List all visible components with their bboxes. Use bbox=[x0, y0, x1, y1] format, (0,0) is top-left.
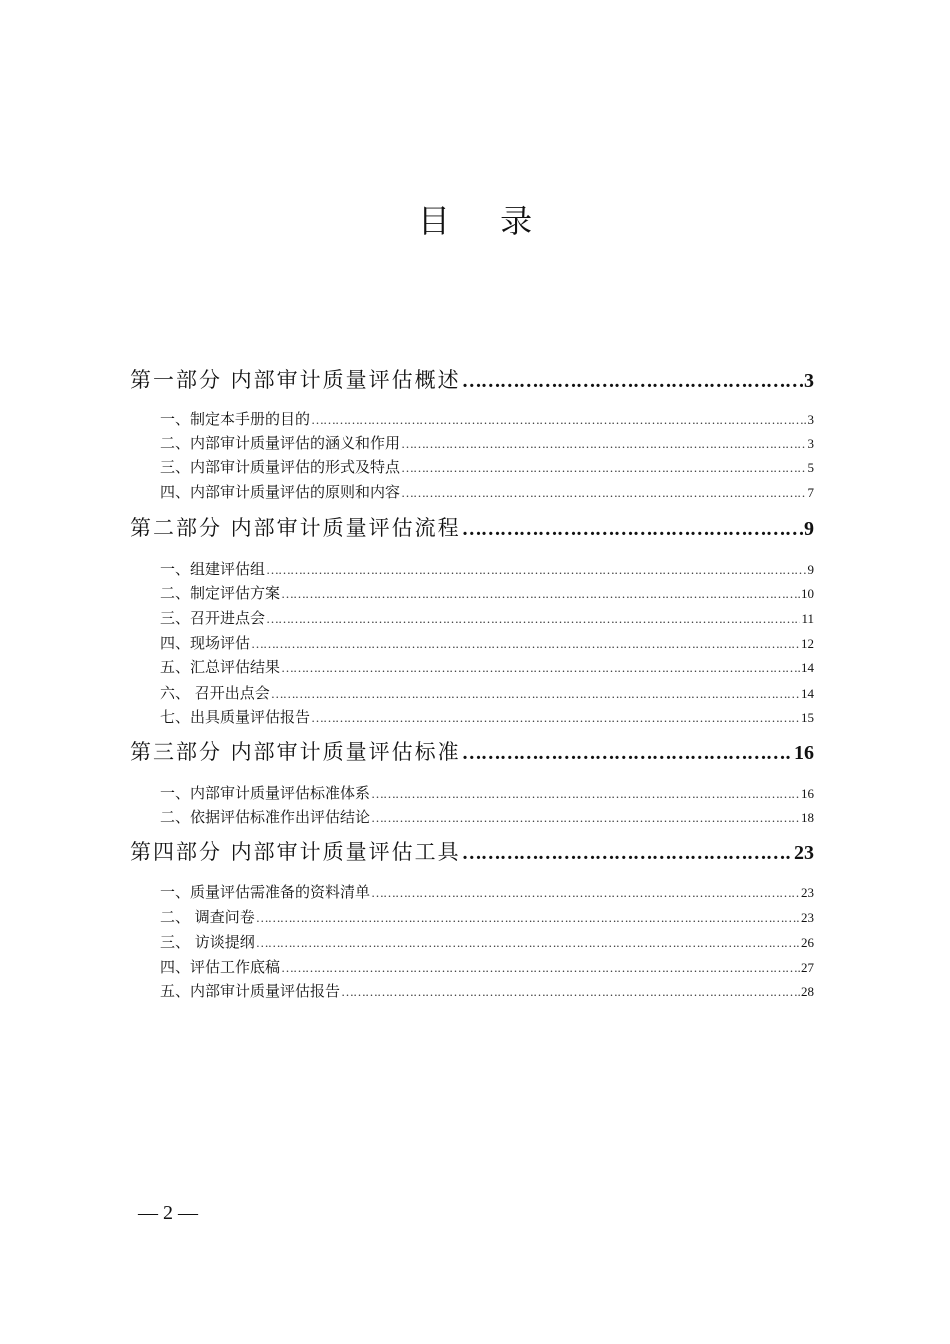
toc-item[interactable] bbox=[160, 682, 814, 703]
toc-item[interactable] bbox=[160, 558, 814, 579]
toc-leader-dots bbox=[266, 562, 806, 578]
toc-entry-label: 一、内部审计质量评估标准体系 bbox=[160, 784, 371, 802]
toc-entry-label: 一、组建评估组 bbox=[160, 560, 266, 578]
toc-part-2[interactable] bbox=[130, 512, 814, 542]
toc-leader-dots bbox=[256, 910, 800, 926]
toc-item[interactable] bbox=[160, 956, 814, 977]
toc-page-number: 14 bbox=[801, 660, 814, 675]
toc-item[interactable] bbox=[160, 607, 814, 628]
toc-leader-dots bbox=[401, 485, 806, 501]
toc-leader-dots bbox=[371, 786, 800, 802]
toc-entry-label: 二、 调查问卷 bbox=[160, 908, 255, 926]
toc-page-number: 3 bbox=[807, 412, 814, 427]
toc-part-4[interactable] bbox=[130, 836, 814, 866]
toc-page-number: 16 bbox=[794, 742, 814, 764]
toc-item[interactable] bbox=[160, 632, 814, 653]
page-number: — 2 — bbox=[138, 1202, 198, 1224]
toc-leader-dots bbox=[462, 742, 793, 765]
toc-page-number: 9 bbox=[804, 518, 814, 540]
toc-leader-dots bbox=[281, 660, 800, 676]
toc-item[interactable] bbox=[160, 456, 814, 477]
toc-leader-dots bbox=[311, 710, 800, 726]
toc-leader-dots bbox=[281, 586, 800, 602]
toc-leader-dots bbox=[462, 842, 793, 865]
toc-leader-dots bbox=[401, 460, 806, 476]
toc-entry-label: 七、出具质量评估报告 bbox=[160, 708, 311, 726]
toc-entry-label: 三、内部审计质量评估的形式及特点 bbox=[160, 458, 401, 476]
toc-page-number: 14 bbox=[801, 686, 814, 701]
toc-item[interactable] bbox=[160, 881, 814, 902]
toc-page-number: 26 bbox=[801, 935, 814, 950]
toc-item[interactable] bbox=[160, 481, 814, 502]
toc-page-number: 28 bbox=[801, 984, 814, 999]
toc-page-number: 3 bbox=[807, 436, 814, 451]
toc-part-1[interactable] bbox=[130, 364, 814, 394]
page-title: 目 录 bbox=[417, 202, 553, 240]
toc-entry-label: 第一部分 内部审计质量评估概述 bbox=[130, 368, 461, 392]
toc-entry-label: 二、内部审计质量评估的涵义和作用 bbox=[160, 434, 401, 452]
toc-item[interactable] bbox=[160, 432, 814, 453]
toc-leader-dots bbox=[371, 885, 800, 901]
toc-leader-dots bbox=[266, 611, 800, 627]
toc-item[interactable] bbox=[160, 408, 814, 429]
toc-entry-label: 四、现场评估 bbox=[160, 634, 251, 652]
toc-page-number: 16 bbox=[801, 786, 814, 801]
toc-entry-label: 二、依据评估标准作出评估结论 bbox=[160, 808, 371, 826]
toc-item[interactable] bbox=[160, 582, 814, 603]
toc-leader-dots bbox=[462, 518, 803, 541]
toc-leader-dots bbox=[251, 636, 800, 652]
toc-entry-label: 第二部分 内部审计质量评估流程 bbox=[130, 516, 461, 540]
toc-page-number: 9 bbox=[807, 562, 814, 577]
toc-item[interactable] bbox=[160, 782, 814, 803]
toc-page-number: 7 bbox=[807, 485, 814, 500]
toc-entry-label: 二、制定评估方案 bbox=[160, 584, 281, 602]
toc-entry-label: 三、 访谈提纲 bbox=[160, 933, 255, 951]
toc-page-number: 23 bbox=[801, 885, 814, 900]
toc-leader-dots bbox=[311, 412, 806, 428]
toc-page-number: 10 bbox=[801, 586, 814, 601]
toc-entry-label: 第四部分 内部审计质量评估工具 bbox=[130, 840, 461, 864]
toc-leader-dots bbox=[256, 935, 800, 951]
toc-page-number: 23 bbox=[794, 842, 814, 864]
toc-entry-label: 五、内部审计质量评估报告 bbox=[160, 982, 341, 1000]
toc-leader-dots bbox=[271, 686, 800, 702]
toc-item[interactable] bbox=[160, 980, 814, 1001]
toc-leader-dots bbox=[281, 960, 800, 976]
toc-page-number: 15 bbox=[801, 710, 814, 725]
toc-leader-dots bbox=[401, 436, 806, 452]
toc-page-number: 18 bbox=[801, 810, 814, 825]
toc-page-number: 3 bbox=[804, 370, 814, 392]
toc-entry-label: 四、评估工作底稿 bbox=[160, 958, 281, 976]
toc-item[interactable] bbox=[160, 906, 814, 927]
toc-leader-dots bbox=[371, 810, 800, 826]
toc-page-number: 23 bbox=[801, 910, 814, 925]
toc-part-3[interactable] bbox=[130, 736, 814, 766]
toc-entry-label: 五、汇总评估结果 bbox=[160, 658, 281, 676]
toc-leader-dots bbox=[462, 370, 803, 393]
toc-item[interactable] bbox=[160, 656, 814, 677]
toc-entry-label: 三、召开进点会 bbox=[160, 609, 266, 627]
toc-item[interactable] bbox=[160, 706, 814, 727]
toc-page-number: 11 bbox=[801, 611, 814, 626]
toc-leader-dots bbox=[341, 984, 800, 1000]
toc-item[interactable] bbox=[160, 931, 814, 952]
toc-entry-label: 六、 召开出点会 bbox=[160, 684, 270, 702]
toc-page-number: 5 bbox=[807, 460, 814, 475]
toc-page-number: 27 bbox=[801, 960, 814, 975]
toc-entry-label: 第三部分 内部审计质量评估标准 bbox=[130, 740, 461, 764]
toc-page-number: 12 bbox=[801, 636, 814, 651]
toc-entry-label: 一、制定本手册的目的 bbox=[160, 410, 311, 428]
toc-item[interactable] bbox=[160, 806, 814, 827]
toc-entry-label: 一、质量评估需准备的资料清单 bbox=[160, 883, 371, 901]
toc-entry-label: 四、内部审计质量评估的原则和内容 bbox=[160, 483, 401, 501]
